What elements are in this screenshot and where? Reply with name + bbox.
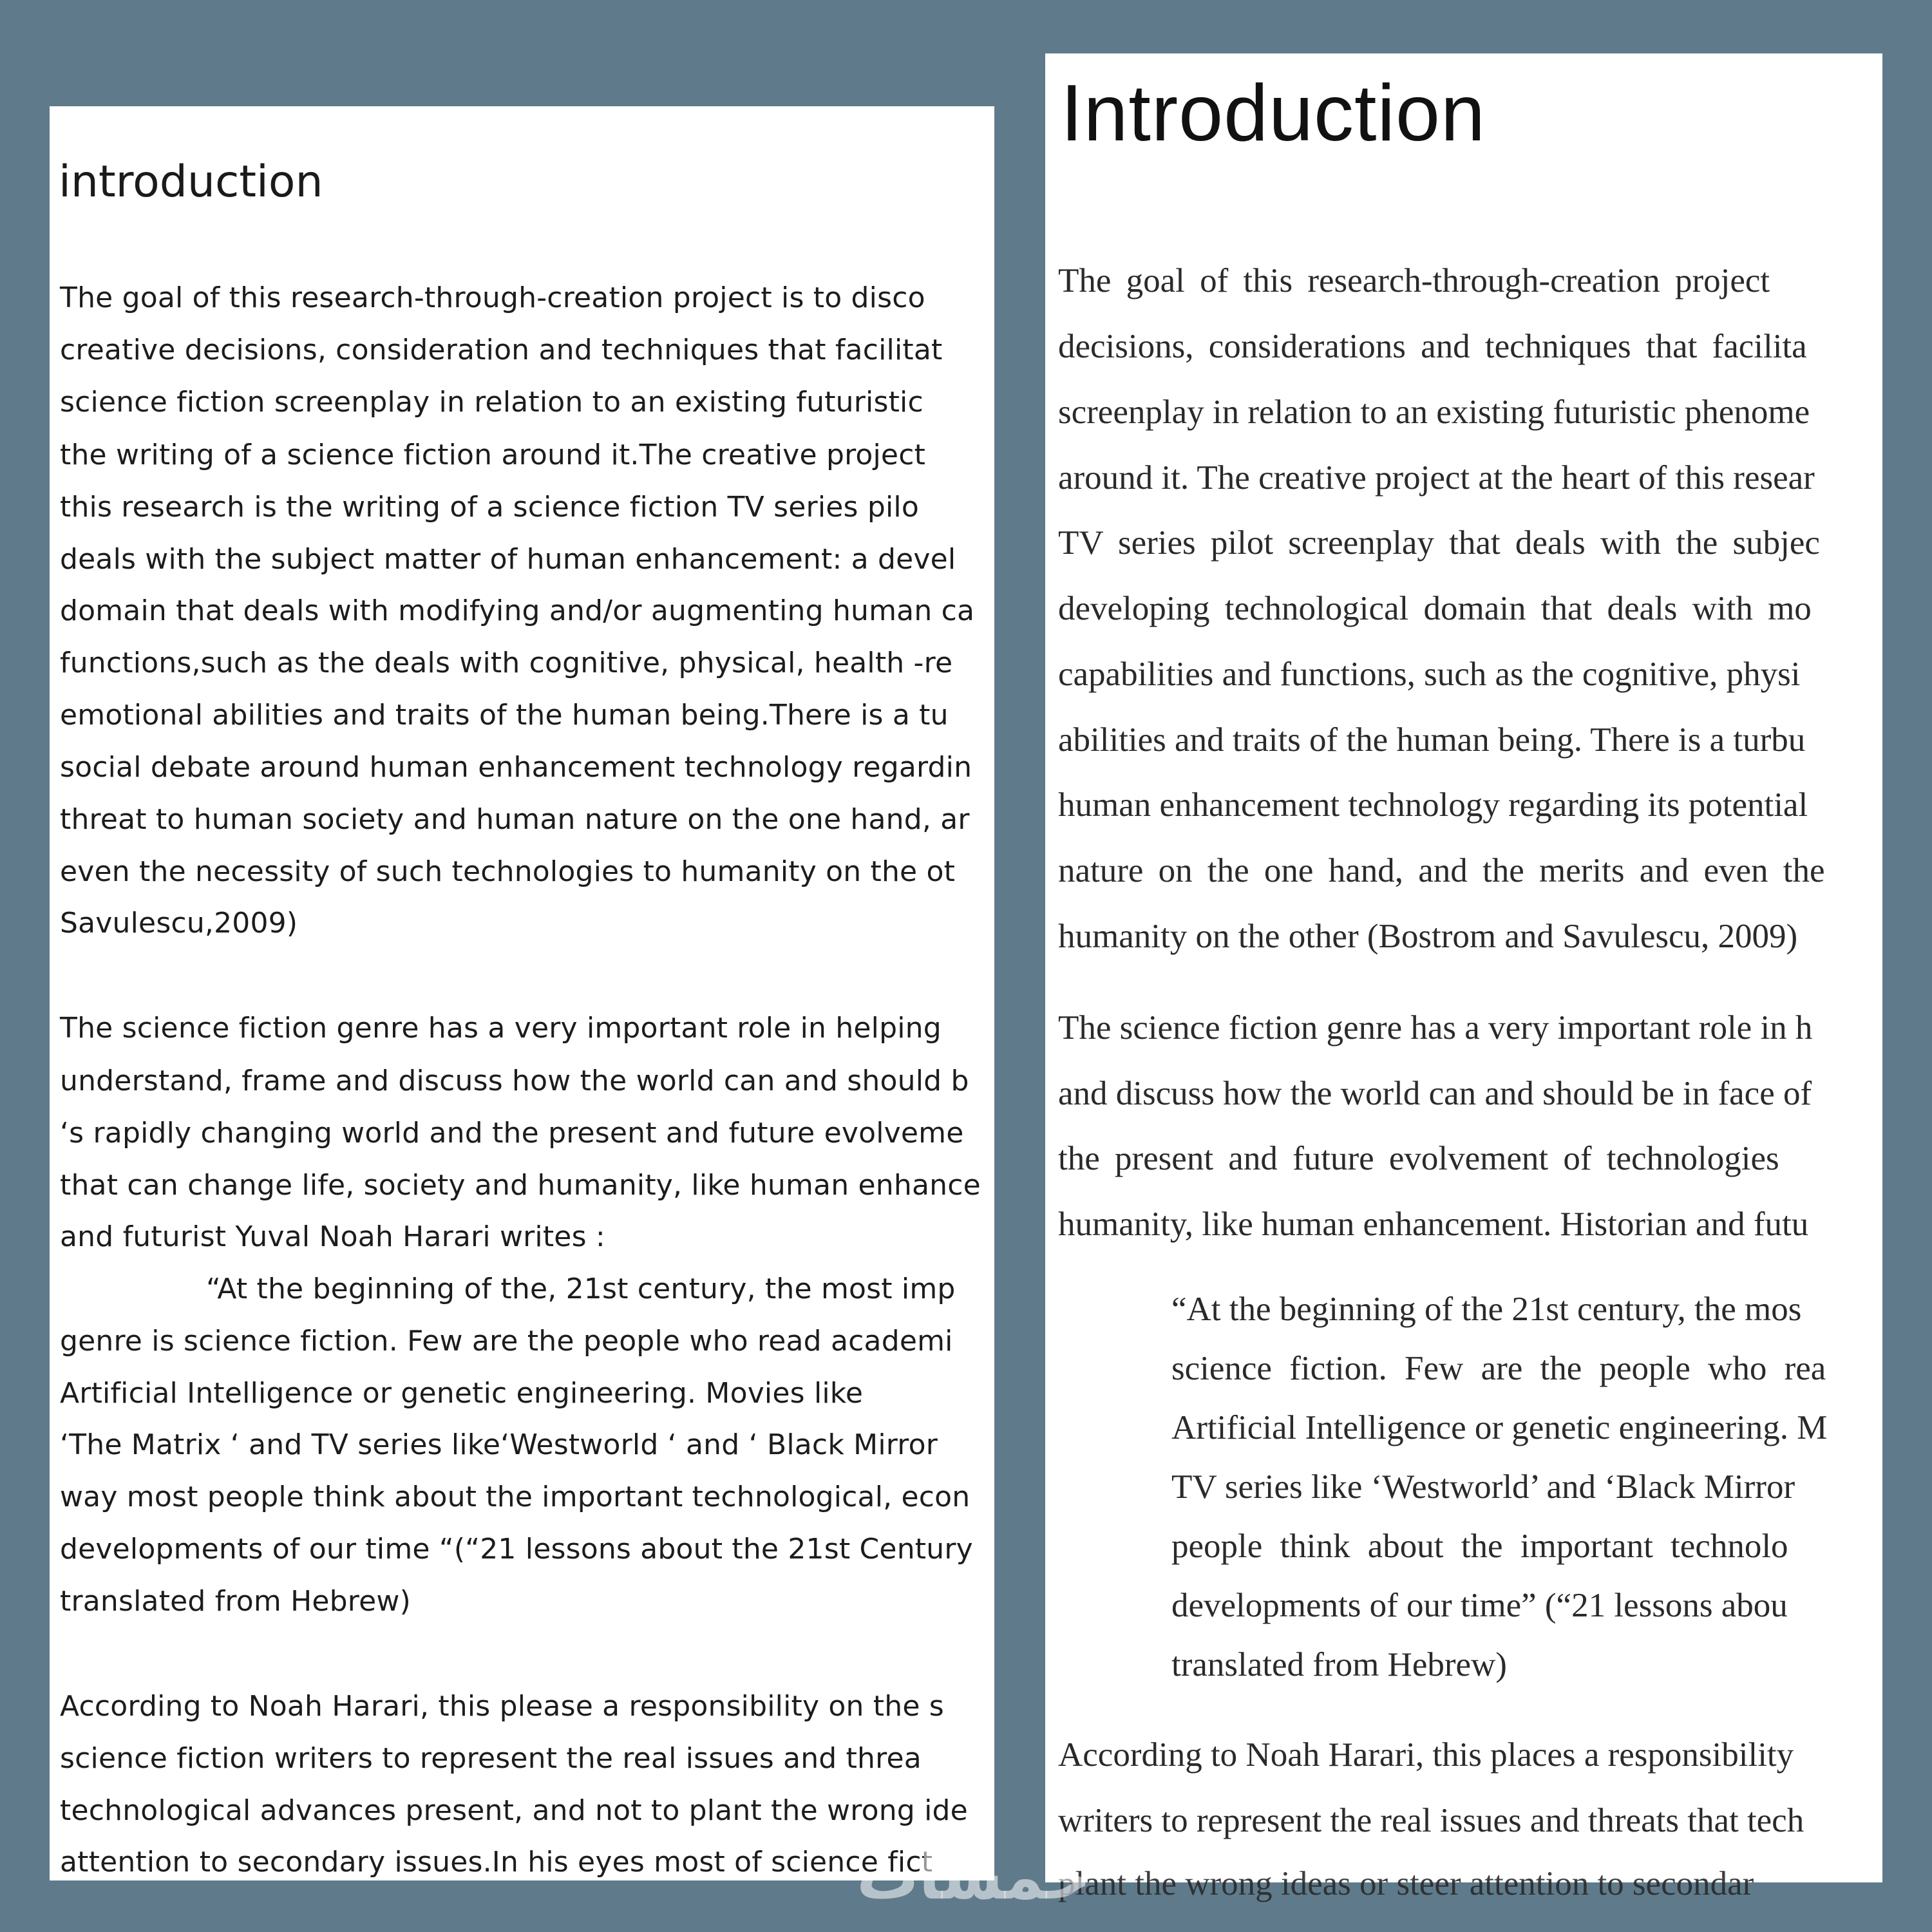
left-text-line: ‘s rapidly changing world and the present and future evolveme xyxy=(60,1117,964,1150)
right-quote-line: developments of our time” (“21 lessons abou xyxy=(1171,1587,1788,1624)
left-text-line: developments of our time “(“21 lessons about the 21st Century xyxy=(60,1533,973,1566)
left-text-line: According to Noah Harari, this please a responsibility on the s xyxy=(60,1690,944,1723)
right-text-line: around it. The creative project at the heart of this resear xyxy=(1058,459,1815,497)
left-document-page xyxy=(50,106,994,1880)
right-text-line: The science fiction genre has a very important role in h xyxy=(1058,1009,1813,1046)
right-text-line: nature on the one hand, and the merits and even the xyxy=(1058,852,1825,889)
right-quote-line: Artificial Intelligence or genetic engineering. M xyxy=(1171,1409,1828,1446)
watermark-logo: خمسات xyxy=(857,1841,1091,1913)
left-text-line: ‘The Matrix ‘ and TV series like‘Westworld ‘ and ‘ Black Mirror xyxy=(60,1428,938,1461)
left-text-line: the writing of a science fiction around it.The creative project xyxy=(60,439,926,471)
left-text-line: threat to human society and human nature on the one hand, ar xyxy=(60,803,970,836)
right-text-line: capabilities and functions, such as the cognitive, physi xyxy=(1058,656,1801,693)
left-text-line: emotional abilities and traits of the human being.There is a tu xyxy=(60,699,949,732)
right-text-line: screenplay in relation to an existing futuristic phenome xyxy=(1058,393,1810,431)
left-text-line: Artificial Intelligence or genetic engineering. Movies like xyxy=(60,1377,864,1410)
right-quote-line: science fiction. Few are the people who rea xyxy=(1171,1350,1826,1387)
left-text-line: science fiction screenplay in relation to an existing futuristic xyxy=(60,386,923,419)
right-text-line: human enhancement technology regarding its potential xyxy=(1058,786,1808,824)
right-quote-line: “At the beginning of the 21st century, the mos xyxy=(1171,1291,1802,1328)
right-page-title: Introduction xyxy=(1061,69,1486,158)
right-text-line: decisions, considerations and techniques that facilita xyxy=(1058,328,1807,365)
left-text-line: creative decisions, consideration and techniques that facilitat xyxy=(60,334,943,366)
left-text-line: domain that deals with modifying and/or augmenting human ca xyxy=(60,594,975,627)
left-text-line: that can change life, society and humanity, like human enhance xyxy=(60,1169,981,1202)
left-page-title: introduction xyxy=(59,156,323,207)
right-quote-line: translated from Hebrew) xyxy=(1171,1646,1507,1683)
left-text-line: translated from Hebrew) xyxy=(60,1585,411,1618)
left-text-line: way most people think about the important technological, econ xyxy=(60,1481,971,1513)
right-document-page xyxy=(1045,53,1882,1902)
left-text-line: attention to secondary issues.In his eyes most of science fict xyxy=(60,1846,933,1879)
right-text-line: writers to represent the real issues and threats that tech xyxy=(1058,1802,1804,1839)
left-text-line: science fiction writers to represent the real issues and threa xyxy=(60,1742,922,1775)
right-quote-line: TV series like ‘Westworld’ and ‘Black Mirror xyxy=(1171,1468,1795,1506)
right-text-line-cut: plant the wrong ideas or steer attention to secondar xyxy=(1058,1865,1754,1902)
right-text-line: and discuss how the world can and should be in face of xyxy=(1058,1075,1812,1112)
right-text-line: TV series pilot screenplay that deals with the subjec xyxy=(1058,524,1820,562)
right-text-line: abilities and traits of the human being. There is a turbu xyxy=(1058,721,1806,759)
right-text-line: developing technological domain that deals with mo xyxy=(1058,590,1812,627)
right-text-line: According to Noah Harari, this places a responsibility xyxy=(1058,1736,1794,1774)
left-text-line: this research is the writing of a science fiction TV series pilo xyxy=(60,491,919,524)
left-quote-line: “At the beginning of the, 21st century, the most imp xyxy=(206,1273,956,1305)
right-text-line: humanity, like human enhancement. Historian and futu xyxy=(1058,1206,1809,1243)
right-text-line: The goal of this research-through-creation project xyxy=(1058,262,1770,299)
left-text-line: and futurist Yuval Noah Harari writes : xyxy=(60,1220,605,1253)
right-text-line: the present and future evolvement of technologies xyxy=(1058,1140,1779,1177)
left-text-line: understand, frame and discuss how the world can and should b xyxy=(60,1065,969,1097)
left-text-line: The science fiction genre has a very important role in helping xyxy=(60,1012,942,1045)
left-text-line: social debate around human enhancement technology regardin xyxy=(60,751,972,784)
left-text-line: The goal of this research-through-creation project is to disco xyxy=(60,281,925,314)
left-text-line: deals with the subject matter of human enhancement: a devel xyxy=(60,543,956,576)
left-text-line: functions,such as the deals with cognitive, physical, health -re xyxy=(60,647,953,679)
right-quote-line: people think about the important technolo xyxy=(1171,1528,1788,1565)
left-text-line: technological advances present, and not to plant the wrong ide xyxy=(60,1794,968,1827)
left-text-line: genre is science fiction. Few are the people who read academi xyxy=(60,1325,953,1358)
right-text-line: humanity on the other (Bostrom and Savulescu, 2009) xyxy=(1058,918,1798,955)
left-text-line: Savulescu,2009) xyxy=(60,907,298,940)
left-text-line: even the necessity of such technologies to humanity on the ot xyxy=(60,855,956,888)
